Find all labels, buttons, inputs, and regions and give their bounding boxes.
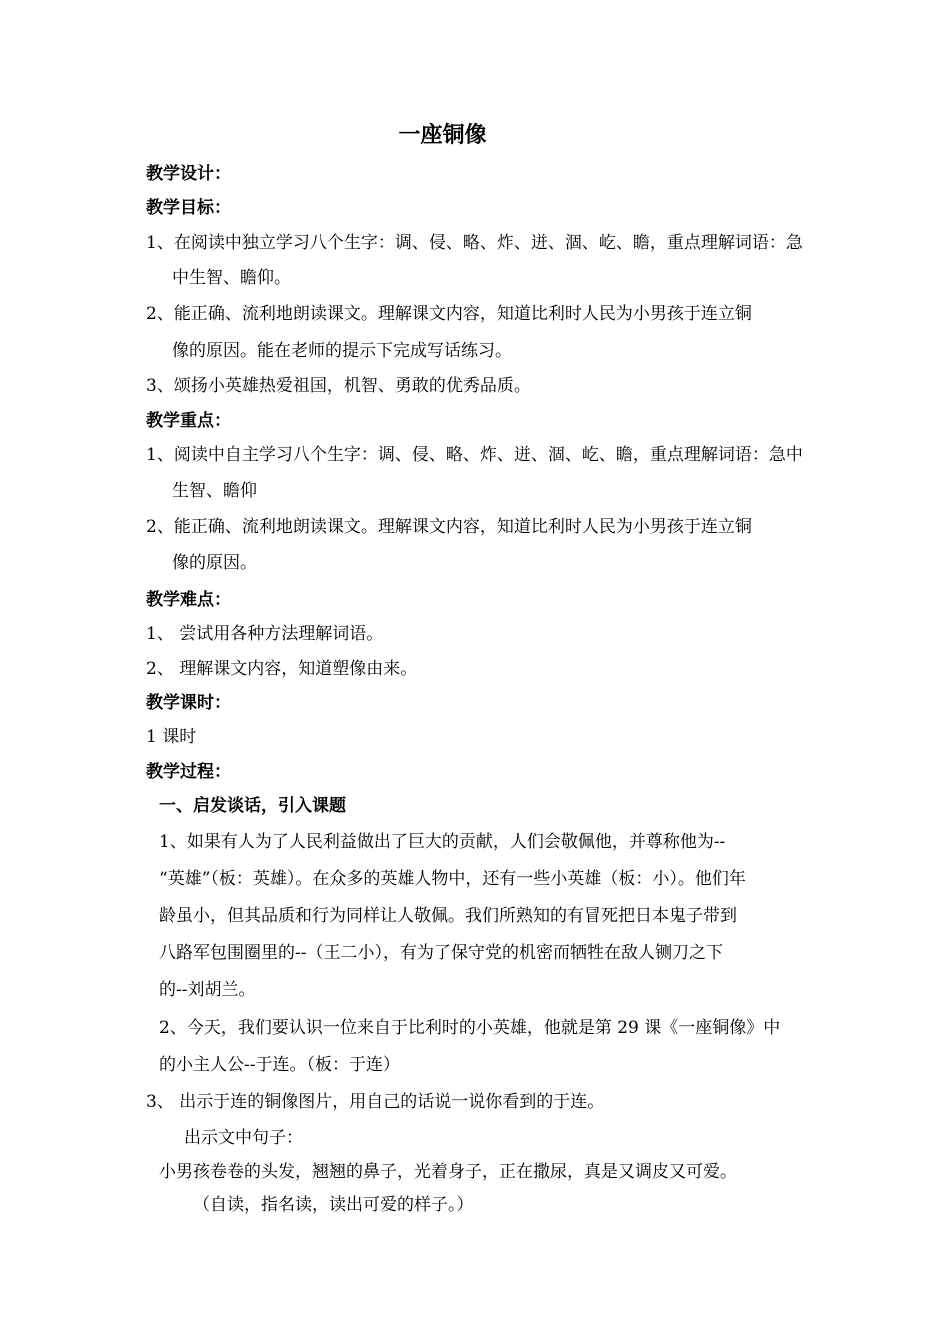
goal-1-line-2: 中生智、瞻仰。 [172, 268, 291, 288]
heading-process: 教学过程： [146, 762, 231, 782]
key-1-line-1: 1、阅读中自主学习八个生字：调、侵、略、炸、迸、涸、屹、瞻，重点理解词语：急中 [146, 445, 803, 465]
document-title: 一座铜像 [398, 123, 487, 148]
goal-2-line-2: 像的原因。能在老师的提示下完成写话练习。 [172, 341, 512, 361]
key-2-line-2: 像的原因。 [172, 553, 257, 573]
difficult-1: 1、 尝试用各种方法理解词语。 [146, 624, 384, 644]
paragraph-2-line-1: 2、今天，我们要认识一位来自于比利时的小英雄，他就是第 29 课《一座铜像》中 [159, 1018, 781, 1038]
key-2-line-1: 2、能正确、流利地朗读课文。理解课文内容，知道比利时人民为小男孩于连立铜 [146, 517, 752, 537]
heading-key-points: 教学重点： [146, 411, 231, 431]
paragraph-3-note: （自读，指名读，读出可爱的样子。） [193, 1195, 474, 1215]
key-1-line-2: 生智、瞻仰 [172, 481, 257, 501]
paragraph-1-line-1: 1、如果有人为了人民利益做出了巨大的贡献，人们会敬佩他，并尊称他为-- [159, 832, 726, 852]
paragraph-3: 3、 出示于连的铜像图片，用自己的话说一说你看到的于连。 [146, 1092, 605, 1112]
paragraph-2-line-2: 的小主人公--于连。（板：于连） [159, 1055, 400, 1075]
heading-difficult-points: 教学难点： [146, 590, 231, 610]
heading-design: 教学设计： [146, 164, 231, 184]
goal-2-line-1: 2、能正确、流利地朗读课文。理解课文内容，知道比利时人民为小男孩于连立铜 [146, 304, 752, 324]
heading-goals: 教学目标： [146, 198, 231, 218]
hours-value: 1 课时 [146, 727, 197, 747]
paragraph-1-line-3: 龄虽小，但其品质和行为同样让人敬佩。我们所熟知的有冒死把日本鬼子带到 [159, 906, 737, 926]
difficult-2: 2、 理解课文内容，知道塑像由来。 [146, 659, 418, 679]
paragraph-1-line-4: 八路军包围圈里的--（王二小），有为了保守党的机密而牺牲在敌人铡刀之下 [159, 943, 723, 963]
paragraph-3-show: 出示文中句子： [184, 1128, 303, 1148]
goal-1-line-1: 1、在阅读中独立学习八个生字：调、侵、略、炸、迸、涸、屹、瞻，重点理解词语：急 [146, 233, 803, 253]
paragraph-1-line-2: “英雄”（板：英雄）。在众多的英雄人物中，还有一些小英雄（板：小）。他们年 [159, 869, 746, 889]
heading-hours: 教学课时： [146, 693, 231, 713]
paragraph-1-line-5: 的--刘胡兰。 [159, 980, 256, 1000]
paragraph-3-sentence: 小男孩卷卷的头发，翘翘的鼻子，光着身子，正在撒尿，真是又调皮又可爱。 [159, 1162, 737, 1182]
step-1-heading: 一、启发谈话，引入课题 [159, 796, 346, 816]
goal-3: 3、颂扬小英雄热爱祖国，机智、勇敢的优秀品质。 [146, 376, 531, 396]
